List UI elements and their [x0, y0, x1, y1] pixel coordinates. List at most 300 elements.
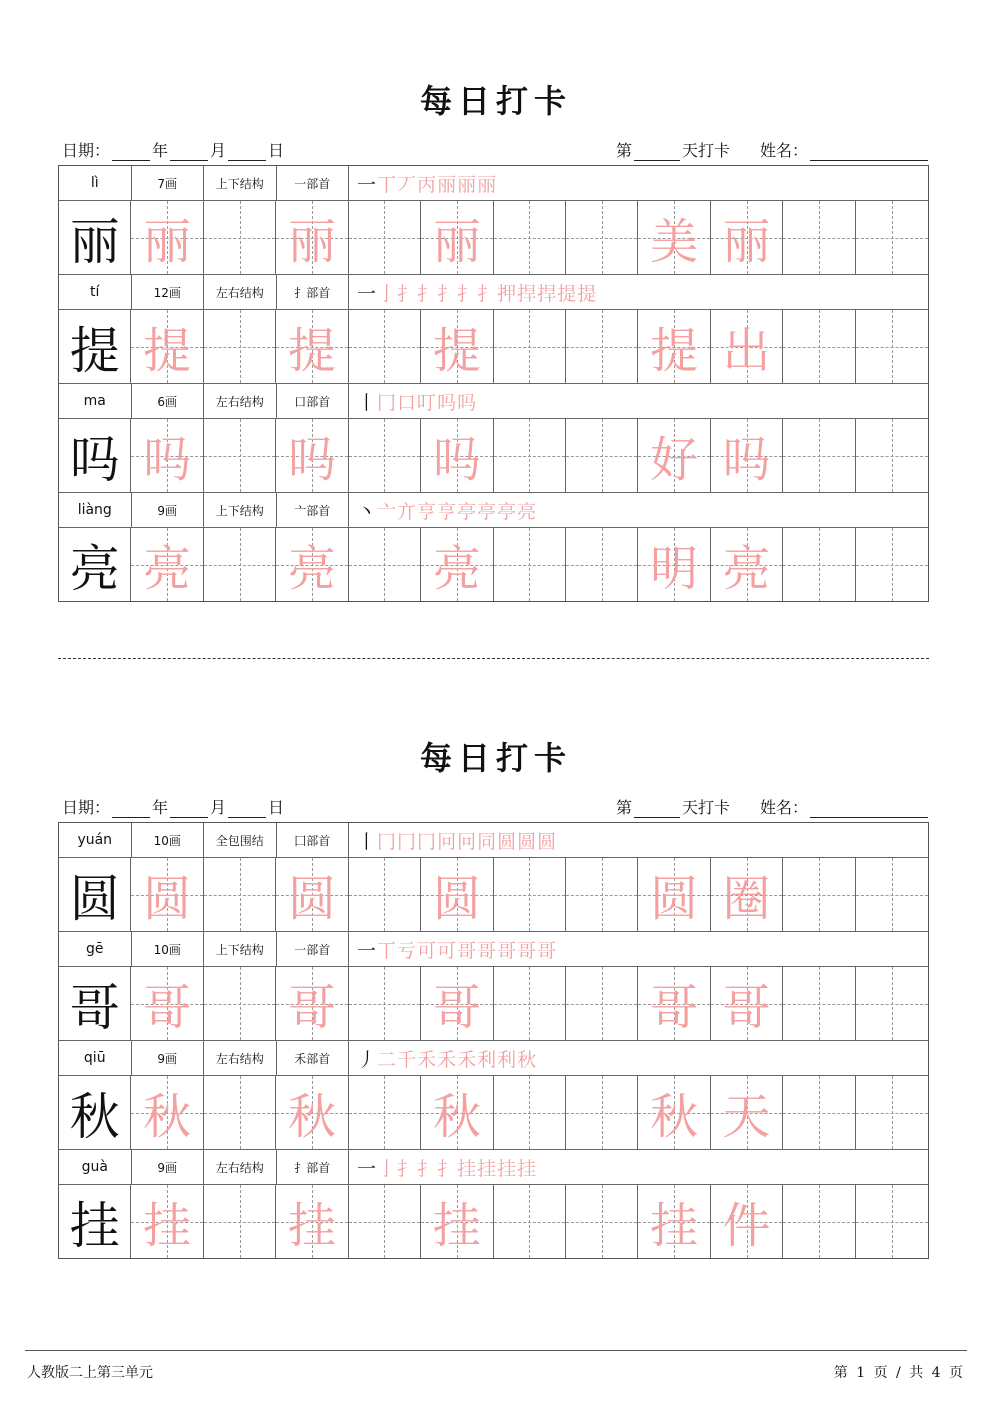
char-info-row [59, 932, 928, 967]
practice-cell[interactable] [204, 967, 276, 1040]
practice-cell[interactable] [494, 419, 566, 492]
checkin-fields [616, 138, 930, 161]
trace-character[interactable] [276, 858, 348, 931]
stroke-step: 叮 [417, 391, 438, 414]
word-character-text: 圈 [722, 871, 771, 927]
model-character [59, 1076, 131, 1149]
footer-page-number: 第 1 页 / 共 4 页 [833, 1365, 965, 1381]
trace-character-text: 丽 [432, 214, 481, 270]
practice-cell[interactable] [856, 528, 928, 601]
word-character[interactable] [711, 310, 783, 383]
stroke-step: 冂 [417, 830, 438, 853]
stroke-step: 禾 [457, 1048, 478, 1071]
trace-character[interactable] [276, 1185, 348, 1258]
stroke-step: 哥 [517, 939, 538, 962]
stroke-step: 扌 [397, 282, 418, 305]
stroke-step: 提 [557, 282, 578, 305]
practice-cell[interactable] [349, 967, 421, 1040]
trace-character[interactable] [421, 967, 493, 1040]
stroke-step: 扌 [397, 1157, 418, 1180]
checkin-label: 天打卡 [681, 141, 730, 160]
practice-cell[interactable] [783, 967, 855, 1040]
radical: 一部首 [277, 166, 350, 200]
day-blank[interactable] [228, 144, 266, 161]
trace-character-text: 圆 [287, 871, 336, 927]
pinyin: gē [59, 932, 132, 966]
structure: 左右结构 [204, 275, 277, 309]
trace-character-text: 圆 [143, 871, 192, 927]
char-info-row [59, 384, 928, 419]
day-label: 日 [268, 798, 285, 817]
word-character-text: 明 [650, 541, 699, 597]
practice-cell[interactable] [204, 1076, 276, 1149]
trace-character-text: 秋 [432, 1089, 481, 1145]
stroke-step: 亅 [377, 1157, 398, 1180]
model-character-text: 提 [69, 321, 120, 380]
date-label: 日期： [62, 141, 111, 160]
trace-character-text: 亮 [143, 541, 192, 597]
practice-row [59, 1185, 928, 1258]
stroke-step: 丿 [357, 1048, 378, 1071]
char-info-row [59, 823, 928, 858]
pinyin: ma [59, 384, 132, 418]
stroke-step: 丨 [357, 391, 378, 414]
stroke-step: 亭 [457, 500, 478, 523]
trace-character-text: 提 [287, 323, 336, 379]
stroke-step: 丽 [457, 173, 478, 196]
trace-character-text: 圆 [432, 871, 481, 927]
practice-cell[interactable] [204, 858, 276, 931]
year-blank[interactable] [112, 801, 150, 818]
footer-divider [25, 1350, 967, 1351]
char-info-row [59, 1041, 928, 1076]
stroke-step: 提 [577, 282, 598, 305]
pinyin: lì [59, 166, 132, 200]
practice-cell[interactable] [566, 858, 638, 931]
word-character-text: 圆 [650, 871, 699, 927]
checkin-fields [616, 795, 930, 818]
word-character[interactable] [638, 1076, 710, 1149]
word-character[interactable] [638, 528, 710, 601]
structure: 左右结构 [204, 1041, 277, 1075]
radical: 一部首 [277, 932, 350, 966]
stroke-step: 挂 [497, 1157, 518, 1180]
day-number-label: 第 [615, 798, 632, 817]
trace-character-text: 丽 [287, 214, 336, 270]
trace-character[interactable] [276, 310, 348, 383]
character-grid [58, 822, 929, 1259]
practice-cell[interactable] [494, 1185, 566, 1258]
model-character-text: 圆 [69, 869, 120, 928]
practice-cell[interactable] [566, 528, 638, 601]
trace-character[interactable] [276, 419, 348, 492]
practice-cell[interactable] [494, 310, 566, 383]
trace-character-text: 哥 [287, 980, 336, 1036]
pinyin: yuán [59, 823, 132, 857]
stroke-count: 10画 [132, 932, 205, 966]
model-character [59, 528, 131, 601]
practice-cell[interactable] [349, 419, 421, 492]
trace-character[interactable] [421, 201, 493, 274]
year-label: 年 [152, 141, 169, 160]
word-character[interactable] [638, 1185, 710, 1258]
stroke-step: 亭 [477, 500, 498, 523]
model-character-text: 挂 [69, 1196, 120, 1255]
stroke-step: 扌 [457, 282, 478, 305]
stroke-step: 圆 [497, 830, 518, 853]
word-character-text: 好 [650, 432, 699, 488]
footer-edition: 人教版二上第三单元 [27, 1365, 153, 1381]
practice-cell[interactable] [204, 419, 276, 492]
stroke-step: 禾 [437, 1048, 458, 1071]
stroke-step: 亭 [497, 500, 518, 523]
stroke-step: 挂 [457, 1157, 478, 1180]
stroke-step: 哥 [457, 939, 478, 962]
word-character[interactable] [711, 201, 783, 274]
practice-cell[interactable] [204, 201, 276, 274]
stroke-order [349, 493, 928, 527]
name-label: 姓名： [759, 798, 808, 817]
stroke-step: 亨 [417, 500, 438, 523]
stroke-count: 10画 [132, 823, 205, 857]
stroke-step: 哥 [497, 939, 518, 962]
stroke-step: 一 [357, 173, 378, 196]
date-fields [62, 138, 284, 161]
practice-cell[interactable] [856, 1076, 928, 1149]
radical: 口部首 [277, 384, 350, 418]
word-character-text: 丽 [722, 214, 771, 270]
model-character [59, 310, 131, 383]
trace-character-text: 吗 [287, 432, 336, 488]
stroke-step: 亨 [437, 500, 458, 523]
model-character-text: 吗 [69, 430, 120, 489]
stroke-step: 扌 [437, 282, 458, 305]
model-character [59, 419, 131, 492]
word-character-text: 美 [650, 214, 699, 270]
practice-cell[interactable] [204, 528, 276, 601]
cut-line [58, 658, 929, 659]
practice-cell[interactable] [856, 858, 928, 931]
stroke-step: 冋 [457, 830, 478, 853]
name-blank[interactable] [810, 144, 928, 161]
word-character-text: 提 [650, 323, 699, 379]
stroke-order [349, 275, 928, 309]
radical: 禾部首 [277, 1041, 350, 1075]
practice-cell[interactable] [856, 310, 928, 383]
word-character-text: 亮 [722, 541, 771, 597]
month-blank[interactable] [170, 144, 208, 161]
stroke-step: 同 [477, 830, 498, 853]
trace-character[interactable] [421, 858, 493, 931]
stroke-order [349, 932, 928, 966]
stroke-step: 可 [437, 939, 458, 962]
structure: 左右结构 [204, 384, 277, 418]
stroke-step: 丅 [377, 173, 398, 196]
stroke-step: 利 [497, 1048, 518, 1071]
word-character-text: 挂 [650, 1198, 699, 1254]
practice-cell[interactable] [566, 1185, 638, 1258]
date-fields [62, 795, 284, 818]
practice-cell[interactable] [349, 1076, 421, 1149]
month-label: 月 [210, 798, 227, 817]
practice-cell[interactable] [349, 1185, 421, 1258]
word-character-text: 秋 [650, 1089, 699, 1145]
stroke-step: 可 [417, 939, 438, 962]
word-character[interactable] [711, 1185, 783, 1258]
char-info-row [59, 166, 928, 201]
trace-character[interactable] [131, 419, 203, 492]
stroke-step: 捍 [517, 282, 538, 305]
trace-character[interactable] [131, 528, 203, 601]
word-character[interactable] [711, 528, 783, 601]
word-character-text: 天 [722, 1089, 771, 1145]
practice-cell[interactable] [566, 419, 638, 492]
stroke-step: 口 [397, 391, 418, 414]
trace-character-text: 哥 [432, 980, 481, 1036]
practice-cell[interactable] [783, 858, 855, 931]
practice-cell[interactable] [783, 201, 855, 274]
year-label: 年 [152, 798, 169, 817]
stroke-step: 丽 [437, 173, 458, 196]
stroke-step: 丅 [377, 939, 398, 962]
practice-cell[interactable] [783, 1076, 855, 1149]
stroke-step: 冂 [377, 391, 398, 414]
stroke-step: 丆 [397, 173, 418, 196]
sheet-title: 每日打卡 [419, 739, 572, 777]
trace-character[interactable] [421, 1076, 493, 1149]
stroke-step: 一 [357, 939, 378, 962]
stroke-step: 捍 [537, 282, 558, 305]
stroke-step: 圆 [537, 830, 558, 853]
word-character[interactable] [711, 1076, 783, 1149]
stroke-step: 亏 [397, 939, 418, 962]
word-character[interactable] [638, 201, 710, 274]
practice-row [59, 1076, 928, 1150]
trace-character-text: 亮 [432, 541, 481, 597]
stroke-order [349, 1041, 928, 1075]
stroke-step: 扌 [417, 282, 438, 305]
month-label: 月 [210, 141, 227, 160]
stroke-count: 6画 [132, 384, 205, 418]
practice-cell[interactable] [494, 858, 566, 931]
stroke-step: 冂 [397, 830, 418, 853]
stroke-step: 亣 [397, 500, 418, 523]
trace-character-text: 亮 [287, 541, 336, 597]
model-character-text: 秋 [69, 1087, 120, 1146]
stroke-step: 二 [377, 1048, 398, 1071]
practice-cell[interactable] [566, 1076, 638, 1149]
trace-character-text: 秋 [143, 1089, 192, 1145]
year-blank[interactable] [112, 144, 150, 161]
day-blank[interactable] [228, 801, 266, 818]
word-character[interactable] [638, 858, 710, 931]
sheet-title: 每日打卡 [419, 82, 572, 120]
practice-cell[interactable] [856, 419, 928, 492]
stroke-count: 12画 [132, 275, 205, 309]
word-character[interactable] [638, 419, 710, 492]
stroke-step: 亅 [377, 282, 398, 305]
name-label: 姓名： [759, 141, 808, 160]
stroke-step: 丽 [477, 173, 498, 196]
structure: 上下结构 [204, 166, 277, 200]
stroke-step: 押 [497, 282, 518, 305]
trace-character[interactable] [276, 967, 348, 1040]
stroke-count: 9画 [132, 1041, 205, 1075]
stroke-step: 丶 [357, 500, 378, 523]
practice-cell[interactable] [494, 528, 566, 601]
trace-character[interactable] [131, 967, 203, 1040]
practice-cell[interactable] [349, 528, 421, 601]
stroke-step: 禾 [417, 1048, 438, 1071]
stroke-step: 千 [397, 1048, 418, 1071]
stroke-step: 圆 [517, 830, 538, 853]
practice-cell[interactable] [204, 1185, 276, 1258]
practice-cell[interactable] [856, 967, 928, 1040]
date-label: 日期： [62, 798, 111, 817]
practice-row [59, 858, 928, 932]
trace-character[interactable] [131, 1076, 203, 1149]
stroke-order [349, 166, 928, 200]
sheet-meta [62, 138, 930, 162]
practice-cell[interactable] [349, 310, 421, 383]
sheet-meta [62, 795, 930, 819]
model-character-text: 哥 [69, 978, 120, 1037]
trace-character[interactable] [131, 201, 203, 274]
trace-character[interactable] [276, 1076, 348, 1149]
practice-row [59, 528, 928, 601]
practice-cell[interactable] [783, 528, 855, 601]
practice-row [59, 419, 928, 493]
word-character-text: 件 [722, 1198, 771, 1254]
name-blank[interactable] [810, 801, 928, 818]
stroke-step: 秋 [517, 1048, 538, 1071]
model-character [59, 858, 131, 931]
radical: 扌部首 [277, 275, 350, 309]
stroke-step: 冋 [437, 830, 458, 853]
stroke-step: 挂 [517, 1157, 538, 1180]
practice-cell[interactable] [856, 1185, 928, 1258]
model-character [59, 967, 131, 1040]
trace-character[interactable] [421, 1185, 493, 1258]
trace-character[interactable] [421, 310, 493, 383]
practice-cell[interactable] [494, 201, 566, 274]
practice-cell[interactable] [856, 201, 928, 274]
month-blank[interactable] [170, 801, 208, 818]
trace-character[interactable] [276, 201, 348, 274]
model-character-text: 亮 [69, 539, 120, 598]
pinyin: liàng [59, 493, 132, 527]
practice-row [59, 310, 928, 384]
stroke-step: 吗 [437, 391, 458, 414]
practice-cell[interactable] [349, 201, 421, 274]
model-character [59, 1185, 131, 1258]
trace-character[interactable] [131, 310, 203, 383]
trace-character-text: 挂 [287, 1198, 336, 1254]
structure: 上下结构 [204, 493, 277, 527]
stroke-step: 一 [357, 282, 378, 305]
practice-cell[interactable] [349, 858, 421, 931]
stroke-count: 9画 [132, 1150, 205, 1184]
stroke-order [349, 823, 928, 857]
trace-character-text: 丽 [143, 214, 192, 270]
radical: 囗部首 [277, 823, 350, 857]
practice-cell[interactable] [566, 967, 638, 1040]
word-character-text: 出 [722, 323, 771, 379]
checkin-label: 天打卡 [681, 798, 730, 817]
stroke-step: 利 [477, 1048, 498, 1071]
practice-cell[interactable] [204, 310, 276, 383]
day-label: 日 [268, 141, 285, 160]
trace-character-text: 提 [143, 323, 192, 379]
trace-character[interactable] [421, 419, 493, 492]
practice-cell[interactable] [783, 1185, 855, 1258]
word-character[interactable] [638, 967, 710, 1040]
stroke-step: 丨 [357, 830, 378, 853]
trace-character[interactable] [131, 858, 203, 931]
trace-character-text: 挂 [432, 1198, 481, 1254]
model-character [59, 201, 131, 274]
stroke-step: 丙 [417, 173, 438, 196]
word-character-text: 哥 [650, 980, 699, 1036]
radical: 扌部首 [277, 1150, 350, 1184]
trace-character-text: 吗 [432, 432, 481, 488]
word-character[interactable] [711, 419, 783, 492]
trace-character-text: 秋 [287, 1089, 336, 1145]
radical: 亠部首 [277, 493, 350, 527]
char-info-row [59, 493, 928, 528]
pinyin: qiū [59, 1041, 132, 1075]
word-character[interactable] [711, 858, 783, 931]
stroke-step: 挂 [477, 1157, 498, 1180]
practice-cell[interactable] [494, 1076, 566, 1149]
word-character[interactable] [638, 310, 710, 383]
char-info-row [59, 275, 928, 310]
stroke-step: 冂 [377, 830, 398, 853]
stroke-step: 扌 [437, 1157, 458, 1180]
practice-cell[interactable] [566, 201, 638, 274]
trace-character[interactable] [276, 528, 348, 601]
stroke-order [349, 384, 928, 418]
word-character-text: 哥 [722, 980, 771, 1036]
char-info-row [59, 1150, 928, 1185]
structure: 上下结构 [204, 932, 277, 966]
practice-cell[interactable] [566, 310, 638, 383]
pinyin: tí [59, 275, 132, 309]
stroke-step: 哥 [477, 939, 498, 962]
stroke-step: 一 [357, 1157, 378, 1180]
trace-character[interactable] [131, 1185, 203, 1258]
model-character-text: 丽 [69, 212, 120, 271]
practice-cell[interactable] [494, 967, 566, 1040]
practice-row [59, 967, 928, 1041]
stroke-step: 哥 [537, 939, 558, 962]
practice-cell[interactable] [783, 310, 855, 383]
day-number-blank[interactable] [634, 144, 680, 161]
trace-character-text: 吗 [143, 432, 192, 488]
trace-character[interactable] [421, 528, 493, 601]
trace-character-text: 提 [432, 323, 481, 379]
word-character[interactable] [711, 967, 783, 1040]
pinyin: guà [59, 1150, 132, 1184]
practice-cell[interactable] [783, 419, 855, 492]
stroke-step: 亮 [517, 500, 538, 523]
trace-character-text: 哥 [143, 980, 192, 1036]
character-grid [58, 165, 929, 602]
stroke-count: 7画 [132, 166, 205, 200]
day-number-label: 第 [615, 141, 632, 160]
word-character-text: 吗 [722, 432, 771, 488]
day-number-blank[interactable] [634, 801, 680, 818]
